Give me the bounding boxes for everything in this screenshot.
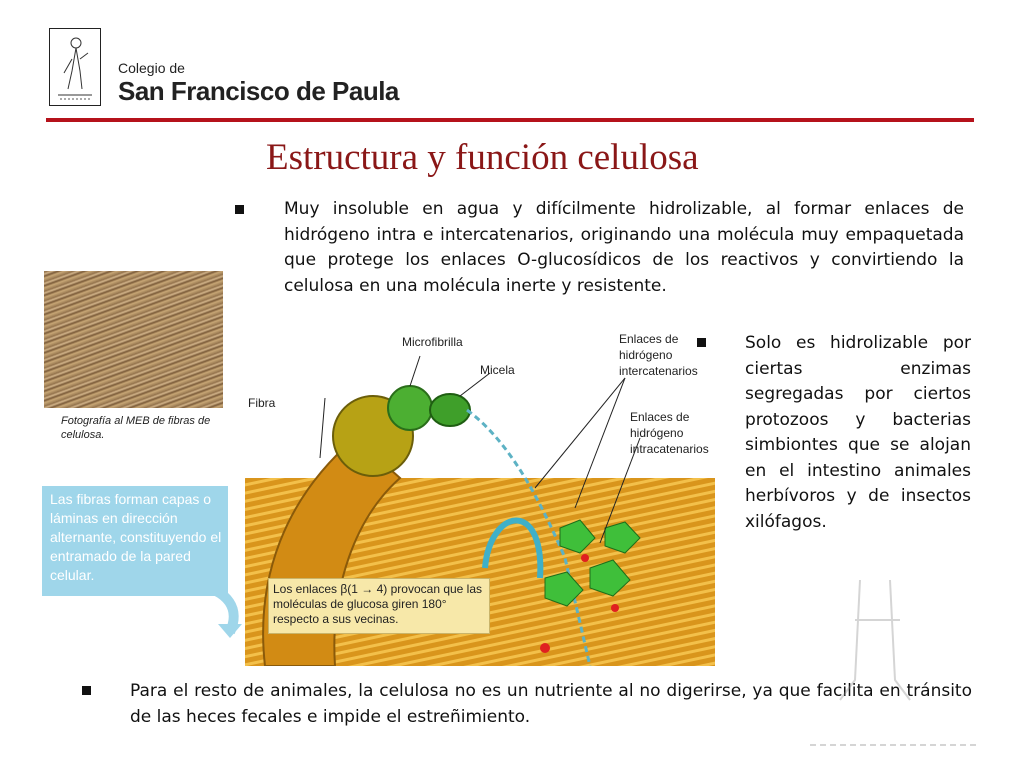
bullet-text-2: Solo es hidrolizable por ciertas enzimas segregadas por ciertos protozoos y bacterias simbiontes que se alojan en el intestino animales herbívoros y de insectos xilófagos.	[745, 333, 971, 532]
label-microfibrilla: Microfibrilla	[402, 335, 463, 349]
bullet-marker	[697, 338, 706, 347]
logo-subtitle: Colegio de	[118, 60, 185, 76]
fiber-layers-text: Las fibras forman capas o láminas en dirección alternante, constituyendo el entramado de la pared celular.	[50, 491, 222, 583]
label-fibra: Fibra	[248, 396, 276, 410]
label-inter-1: Enlaces de	[619, 332, 679, 346]
logo-title: San Francisco de Paula	[118, 76, 399, 106]
leader-line	[535, 378, 625, 488]
bullet-text-3: Para el resto de animales, la celulosa no es un nutriente al no digerirse, ya que facilita en tránsito de las heces fecales e impide el estreñimiento.	[130, 681, 972, 727]
slide-title: Estructura y función celulosa	[266, 137, 699, 178]
label-intra-3: intracatenarios	[630, 442, 709, 456]
school-logo	[49, 28, 101, 106]
label-intra-1: Enlaces de	[630, 410, 690, 424]
bullet-marker	[235, 205, 244, 214]
beta-bond-text: Los enlaces β(1 → 4) provocan que las moléculas de glucosa giren 180° respecto a sus vecinas.	[273, 582, 483, 626]
leader-line	[320, 398, 325, 458]
bullet-marker	[82, 686, 91, 695]
microfibril	[388, 386, 432, 430]
label-inter-3: intercatenarios	[619, 364, 698, 378]
bullet-text-1: Muy insoluble en agua y difícilmente hidrolizable, al formar enlaces de hidrógeno intra e intercatenarios, originando una molécula muy empaquetada que protege los enlaces O-glucosídicos de los reactivos y convirtiendo la celulosa en una molécula inerte y resistente.	[284, 199, 964, 296]
header-rule	[46, 118, 974, 122]
curved-arrow-icon	[190, 580, 250, 640]
oxygen-atom	[611, 604, 619, 612]
leader-line	[410, 356, 420, 386]
label-inter-2: hidrógeno	[619, 348, 673, 362]
oxygen-atom	[540, 643, 550, 653]
saint-figure-icon	[50, 29, 100, 105]
oxygen-atom	[581, 554, 589, 562]
micelle	[430, 394, 470, 426]
cellulose-sem-photo	[44, 271, 223, 408]
watermark-figure-icon	[800, 560, 990, 760]
label-intra-2: hidrógeno	[630, 426, 684, 440]
photo-caption: Fotografía al MEB de fibras de celulosa.	[61, 415, 211, 441]
label-micela: Micela	[480, 363, 515, 377]
